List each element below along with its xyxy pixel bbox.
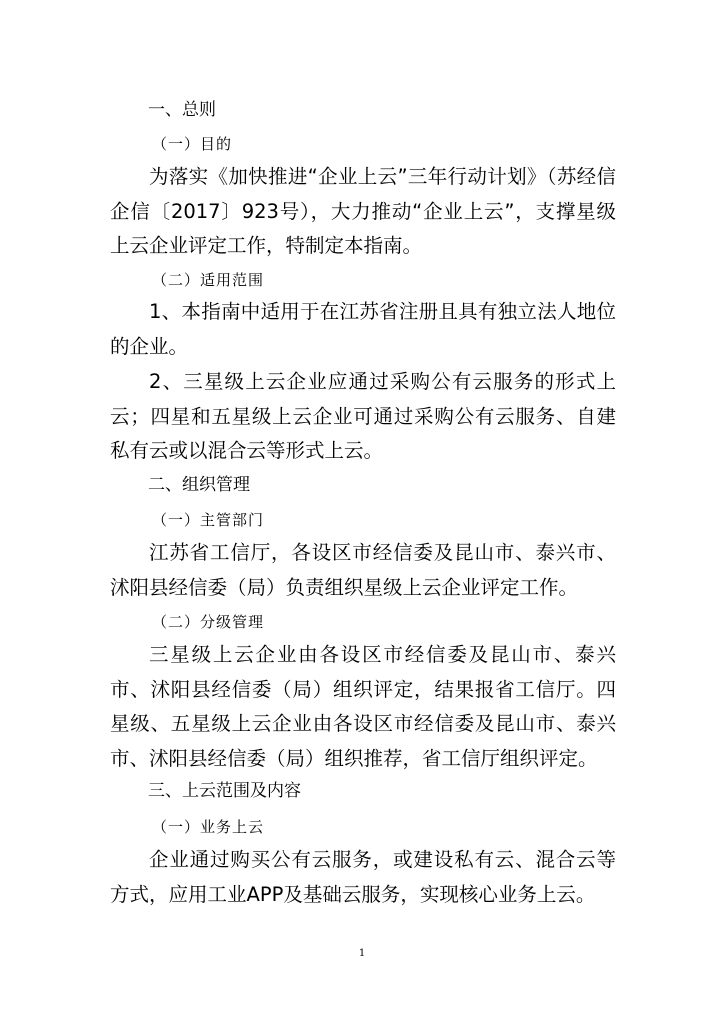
section-heading-general: 一、总则: [148, 100, 216, 120]
subheading-tiered-management: （二）分级管理: [152, 613, 265, 631]
paragraph-authority: 江苏省工信厅，各设区市经信委及昆山市、泰兴市、沭阳县经信委（局）负责组织星级上云企业评定工作。: [110, 541, 616, 599]
section-heading-scope-content: 三、上云范围及内容: [148, 781, 301, 801]
section-heading-organization: 二、组织管理: [148, 475, 250, 495]
subheading-scope: （二）适用范围: [152, 271, 265, 289]
paragraph-scope-2: 2、三星级上云企业应通过采购公有云服务的形式上云；四星和五星级上云企业可通过采购公有云服务、自建私有云或以混合云等形式上云。: [110, 370, 616, 462]
subheading-authority: （一）主管部门: [152, 511, 265, 529]
paragraph-tiered-management: 三星级上云企业由各设区市经信委及昆山市、泰兴市、沭阳县经信委（局）组织评定，结果报省工信厅。四星级、五星级上云企业由各设区市经信委及昆山市、泰兴市、沭阳县经信委（局）组织推荐，省工信厅组织评定。: [110, 643, 616, 770]
page-number: 1: [358, 948, 366, 959]
paragraph-business-cloud: 企业通过购买公有云服务，或建设私有云、混合云等方式，应用工业APP及基础云服务，实现核心业务上云。: [110, 848, 616, 906]
paragraph-scope-1: 1、本指南中适用于在江苏省注册且具有独立法人地位的企业。: [110, 300, 616, 358]
subheading-business-cloud: （一）业务上云: [152, 818, 265, 836]
paragraph-purpose: 为落实《加快推进“企业上云”三年行动计划》（苏经信企信〔2017〕923号），大力推动“企业上云”，支撑星级上云企业评定工作，特制定本指南。: [110, 165, 616, 257]
subheading-purpose: （一）目的: [152, 135, 233, 153]
